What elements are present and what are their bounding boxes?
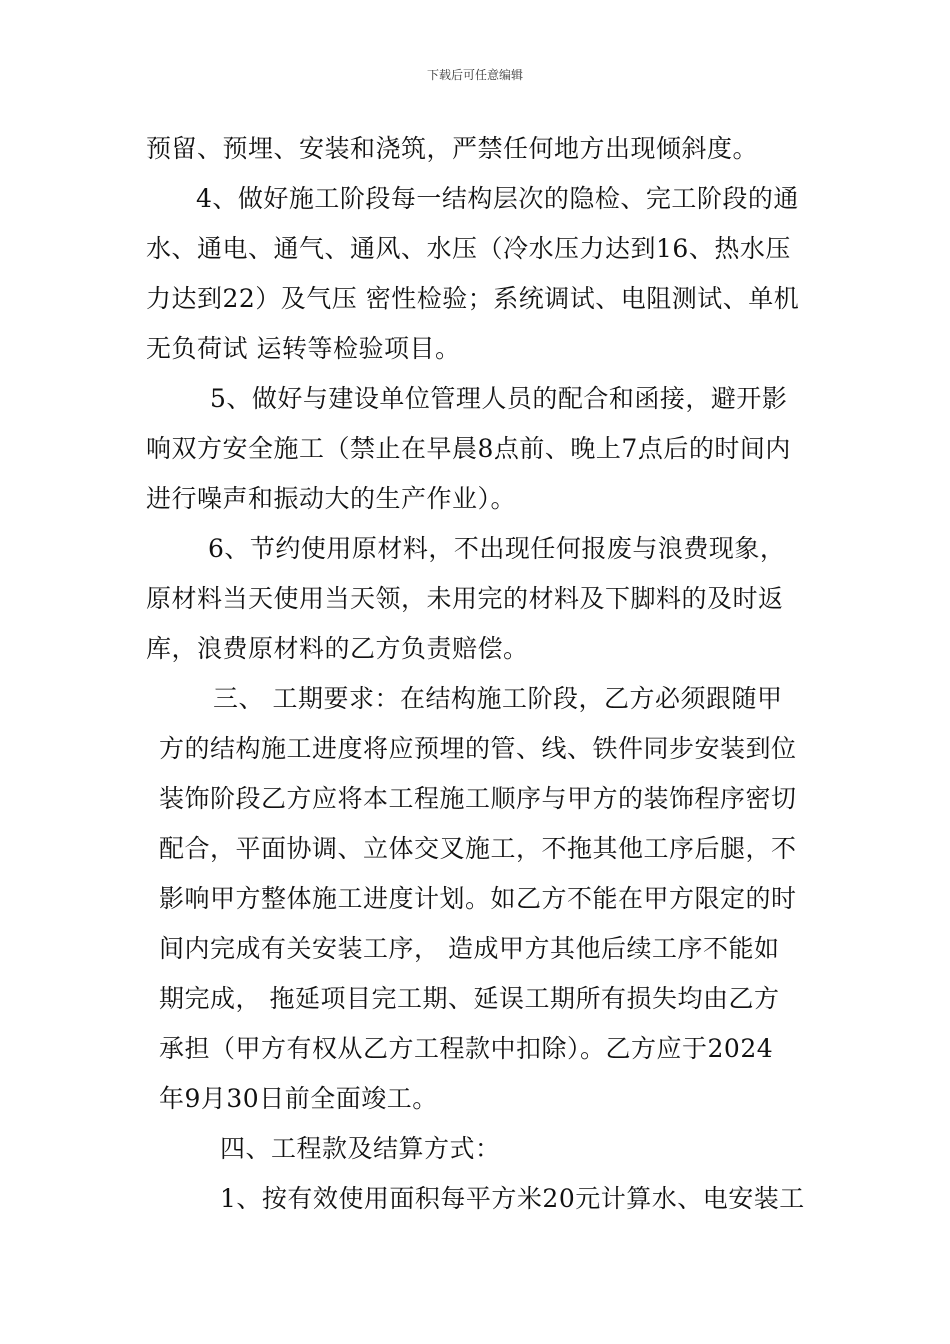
body-line: 装饰阶段乙方应将本工程施工顺序与甲方的装饰程序密切 [159, 784, 797, 813]
body-line: 库，浪费原材料的乙方负责赔偿。 [146, 634, 529, 663]
body-line: 原材料当天使用当天领，未用完的材料及下脚料的及时返 [146, 584, 784, 613]
body-line: 间内完成有关安装工序， 造成甲方其他后续工序不能如 [159, 934, 780, 963]
body-line: 承担（甲方有权从乙方工程款中扣除）。乙方应于2024 [159, 1034, 774, 1063]
body-line: 无负荷试 运转等检验项目。 [146, 334, 461, 363]
body-line: 力达到22）及气压 密性检验；系统调试、电阻测试、单机 [146, 284, 800, 313]
body-line: 期完成， 拖延项目完工期、延误工期所有损失均由乙方 [159, 984, 780, 1013]
page-header: 下载后可任意编辑 [426, 68, 523, 82]
body-line: 方的结构施工进度将应预埋的管、线、铁件同步安装到位 [159, 734, 797, 763]
body-line: 年9月30日前全面竣工。 [159, 1084, 438, 1113]
body-line: 预留、预埋、安装和浇筑，严禁任何地方出现倾斜度。 [146, 134, 759, 163]
body-line: 水、通电、通气、通风、水压（冷水压力达到16、热水压 [146, 234, 791, 263]
body-line: 三、 工期要求：在结构施工阶段，乙方必须跟随甲 [213, 684, 783, 713]
body-line: 5、做好与建设单位管理人员的配合和函接，避开影 [210, 384, 788, 413]
body-line: 响双方安全施工（禁止在早晨8点前、晚上7点后的时间内 [146, 434, 791, 463]
body-line: 配合，平面协调、立体交叉施工，不拖其他工序后腿，不 [159, 834, 797, 863]
body-line: 4、做好施工阶段每一结构层次的隐检、完工阶段的通 [196, 184, 799, 213]
body-line: 四、工程款及结算方式： [220, 1134, 501, 1163]
body-line: 进行噪声和振动大的生产作业）。 [146, 484, 517, 513]
body-line: 1、按有效使用面积每平方米20元计算水、电安装工 [220, 1184, 805, 1213]
body-line: 6、节约使用原材料，不出现任何报废与浪费现象， [208, 534, 786, 563]
body-line: 影响甲方整体施工进度计划。如乙方不能在甲方限定的时 [159, 884, 797, 913]
